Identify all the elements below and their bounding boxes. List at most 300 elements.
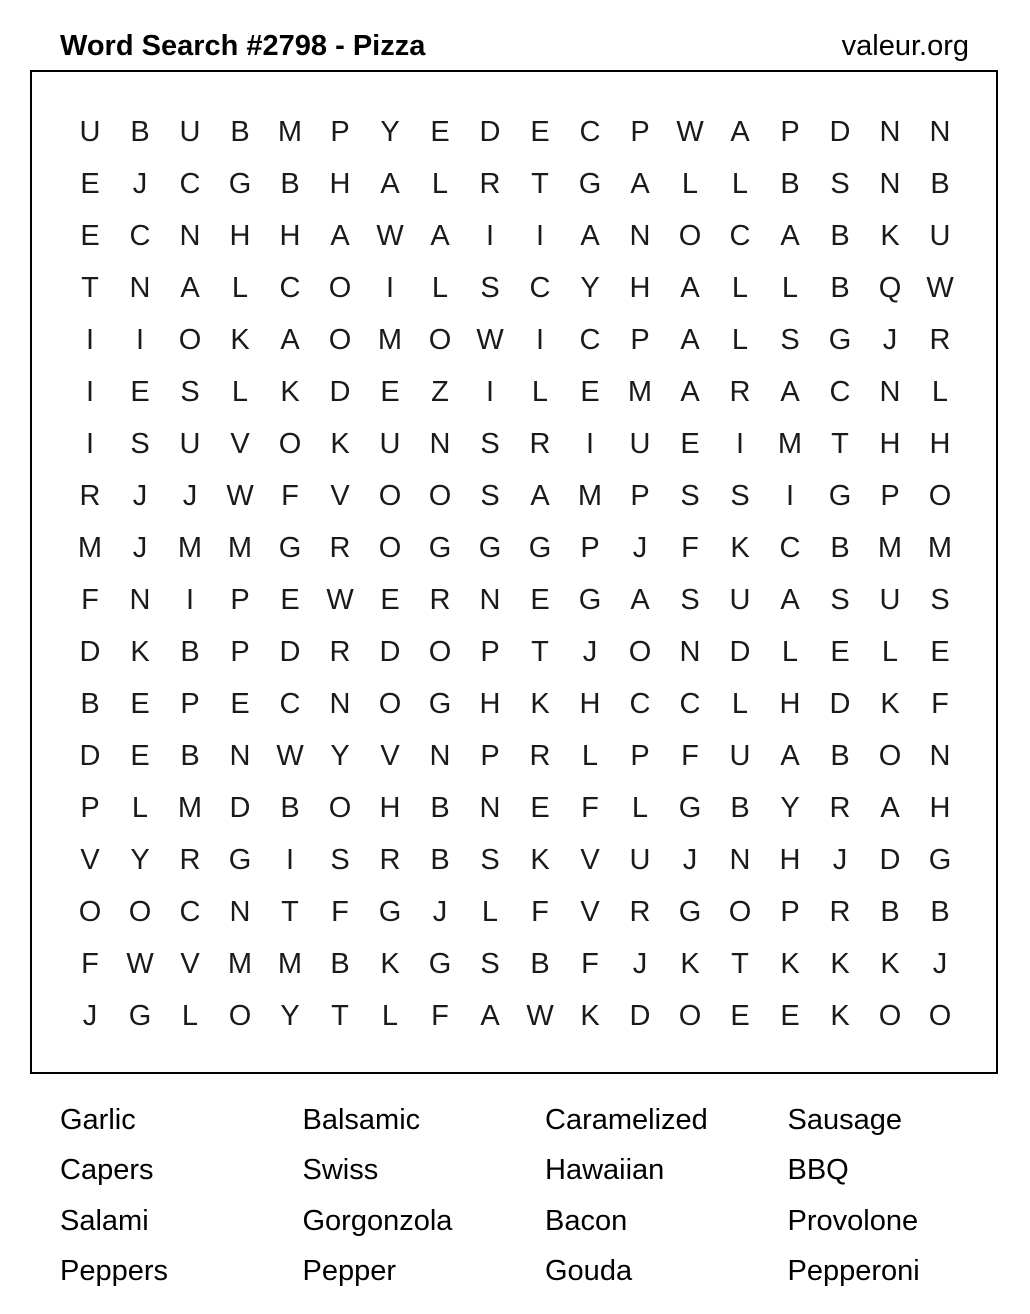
grid-letter: N xyxy=(879,376,901,408)
grid-letter: N xyxy=(629,220,651,252)
grid-letter: C xyxy=(279,272,301,304)
grid-letter: L xyxy=(731,324,749,356)
grid-letter: J xyxy=(182,480,198,512)
grid-letter: V xyxy=(580,844,600,876)
grid-letter: E xyxy=(230,688,250,720)
grid-letter: M xyxy=(577,480,603,512)
grid-letter: N xyxy=(879,116,901,148)
grid-letter: N xyxy=(429,740,451,772)
grid-letter: B xyxy=(230,116,250,148)
grid-letter: E xyxy=(430,116,450,148)
grid-letter: H xyxy=(379,792,401,824)
grid-letter: R xyxy=(429,584,451,616)
word-list-item: Gorgonzola xyxy=(302,1204,453,1237)
grid-letter: N xyxy=(229,740,251,772)
grid-letter: D xyxy=(829,116,851,148)
grid-letter: Y xyxy=(130,844,150,876)
grid-letter: L xyxy=(731,168,749,200)
grid-letter: G xyxy=(278,532,302,564)
grid-letter: S xyxy=(830,584,850,616)
grid-letter: O xyxy=(678,220,702,252)
grid-letter: O xyxy=(328,324,352,356)
grid-letter: A xyxy=(680,376,700,408)
grid-letter: N xyxy=(729,844,751,876)
word-list-item: Provolone xyxy=(787,1204,919,1237)
grid-letter: G xyxy=(378,896,402,928)
grid-letter: S xyxy=(480,948,500,980)
grid-letter: L xyxy=(381,1000,399,1032)
grid-letter: R xyxy=(729,376,751,408)
grid-letter: G xyxy=(578,168,602,200)
grid-letter: J xyxy=(132,480,148,512)
grid-letter: A xyxy=(630,168,650,200)
grid-letter: F xyxy=(581,948,599,980)
grid-letter: M xyxy=(177,792,203,824)
grid-letter: M xyxy=(277,948,303,980)
grid-letter: K xyxy=(530,844,550,876)
grid-letter: O xyxy=(728,896,752,928)
grid-letter: H xyxy=(779,844,801,876)
word-list-item: Caramelized xyxy=(545,1104,708,1136)
grid-letter: N xyxy=(479,584,501,616)
grid-letter: U xyxy=(379,428,401,460)
grid-letter: O xyxy=(378,688,402,720)
grid-letter: G xyxy=(428,948,452,980)
grid-letter: S xyxy=(180,376,200,408)
grid-letter: K xyxy=(680,948,700,980)
grid-letter: A xyxy=(330,220,350,252)
grid-letter: N xyxy=(229,896,251,928)
grid-letter: V xyxy=(330,480,350,512)
grid-letter: W xyxy=(476,324,504,356)
grid-letter: K xyxy=(830,948,850,980)
grid-letter: D xyxy=(879,844,901,876)
grid-letter: L xyxy=(181,1000,199,1032)
grid-letter: I xyxy=(585,428,595,460)
word-list-item: BBQ xyxy=(787,1154,849,1187)
word-list-item: Swiss xyxy=(302,1154,379,1187)
grid-letter: W xyxy=(376,220,404,252)
grid-letter: G xyxy=(678,896,702,928)
grid-letter: J xyxy=(432,896,448,928)
grid-letter: J xyxy=(632,948,648,980)
grid-letter: R xyxy=(529,428,551,460)
grid-letter: U xyxy=(729,584,751,616)
grid-letter: O xyxy=(328,272,352,304)
grid-letter: A xyxy=(280,324,300,356)
grid-letter: L xyxy=(431,168,449,200)
grid-letter: J xyxy=(132,168,148,200)
grid-letter: J xyxy=(882,324,898,356)
grid-letter: F xyxy=(681,532,699,564)
grid-letter: B xyxy=(730,792,750,824)
grid-letter: S xyxy=(330,844,350,876)
grid-letter: Y xyxy=(580,272,600,304)
grid-letter: I xyxy=(385,272,395,304)
grid-letter: O xyxy=(328,792,352,824)
grid-letter: O xyxy=(428,636,452,668)
word-list-item: Salami xyxy=(60,1204,149,1237)
grid-letter: F xyxy=(281,480,299,512)
grid-letter: E xyxy=(380,584,400,616)
grid-letter: A xyxy=(680,324,700,356)
grid-letter: M xyxy=(627,376,653,408)
grid-letter: G xyxy=(528,532,552,564)
grid-letter: G xyxy=(828,480,852,512)
grid-letter: O xyxy=(678,1000,702,1032)
grid-letter: P xyxy=(630,324,650,356)
grid-letter: P xyxy=(80,792,100,824)
grid-letter: O xyxy=(228,1000,252,1032)
grid-letter: R xyxy=(79,480,101,512)
grid-letter: I xyxy=(785,480,795,512)
grid-letter: M xyxy=(877,532,903,564)
grid-letter: K xyxy=(230,324,250,356)
grid-letter: W xyxy=(126,948,154,980)
grid-letter: B xyxy=(180,636,200,668)
grid-letter: G xyxy=(678,792,702,824)
grid-letter: E xyxy=(730,1000,750,1032)
grid-letter: N xyxy=(179,220,201,252)
grid-letter: C xyxy=(579,116,601,148)
grid-letter: D xyxy=(79,636,101,668)
grid-letter: O xyxy=(878,740,902,772)
grid-letter: J xyxy=(632,532,648,564)
grid-letter: W xyxy=(676,116,704,148)
grid-letter: E xyxy=(830,636,850,668)
grid-letter: O xyxy=(928,480,952,512)
grid-letter: K xyxy=(530,688,550,720)
grid-letter: G xyxy=(828,324,852,356)
grid-letter: N xyxy=(929,116,951,148)
grid-letter: U xyxy=(729,740,751,772)
grid-letter: L xyxy=(231,376,249,408)
grid-letter: F xyxy=(81,584,99,616)
grid-letter: H xyxy=(579,688,601,720)
grid-letter: W xyxy=(326,584,354,616)
grid-letter: C xyxy=(179,896,201,928)
grid-letter: S xyxy=(480,272,500,304)
grid-letter: T xyxy=(81,272,99,304)
grid-letter: N xyxy=(879,168,901,200)
grid-letter: H xyxy=(279,220,301,252)
grid-letter: U xyxy=(179,116,201,148)
grid-letter: W xyxy=(226,480,254,512)
grid-letter: G xyxy=(578,584,602,616)
grid-letter: K xyxy=(580,1000,600,1032)
grid-letter: N xyxy=(129,272,151,304)
grid-letter: P xyxy=(180,688,200,720)
grid-letter: K xyxy=(130,636,150,668)
grid-letter: I xyxy=(135,324,145,356)
grid-letter: C xyxy=(279,688,301,720)
word-list-item: Capers xyxy=(60,1154,154,1187)
grid-letter: F xyxy=(581,792,599,824)
word-list-item: Gouda xyxy=(545,1254,633,1287)
grid-letter: G xyxy=(128,1000,152,1032)
grid-letter: T xyxy=(731,948,749,980)
grid-letter: H xyxy=(229,220,251,252)
grid-letter: O xyxy=(428,480,452,512)
grid-letter: A xyxy=(480,1000,500,1032)
grid-letter: A xyxy=(530,480,550,512)
grid-letter: U xyxy=(879,584,901,616)
grid-letter: M xyxy=(227,532,253,564)
grid-letter: H xyxy=(779,688,801,720)
grid-letter: L xyxy=(781,272,799,304)
grid-letter: F xyxy=(931,688,949,720)
grid-letter: A xyxy=(680,272,700,304)
grid-letter: F xyxy=(431,1000,449,1032)
word-list-item: Garlic xyxy=(60,1104,136,1136)
grid-letter: A xyxy=(780,220,800,252)
grid-letter: L xyxy=(581,740,599,772)
grid-letter: D xyxy=(629,1000,651,1032)
grid-letter: O xyxy=(128,896,152,928)
grid-letter: G xyxy=(228,844,252,876)
grid-letter: C xyxy=(579,324,601,356)
site-name: valeur.org xyxy=(841,30,969,62)
grid-letter: J xyxy=(682,844,698,876)
grid-letter: U xyxy=(629,844,651,876)
grid-letter: U xyxy=(929,220,951,252)
grid-letter: R xyxy=(179,844,201,876)
grid-letter: U xyxy=(179,428,201,460)
grid-letter: A xyxy=(880,792,900,824)
grid-letter: V xyxy=(80,844,100,876)
grid-letter: O xyxy=(878,1000,902,1032)
grid-letter: B xyxy=(430,844,450,876)
grid-letter: S xyxy=(480,428,500,460)
grid-letter: W xyxy=(926,272,954,304)
page-title: Word Search #2798 - Pizza xyxy=(60,30,426,62)
grid-letter: I xyxy=(485,220,495,252)
grid-letter: D xyxy=(379,636,401,668)
grid-letter: H xyxy=(879,428,901,460)
grid-letter: B xyxy=(830,272,850,304)
grid-letter: K xyxy=(880,220,900,252)
grid-letter: P xyxy=(630,116,650,148)
grid-letter: B xyxy=(930,168,950,200)
grid-letter: P xyxy=(880,480,900,512)
grid-letter: Y xyxy=(780,792,800,824)
grid-letter: N xyxy=(329,688,351,720)
grid-letter: T xyxy=(831,428,849,460)
grid-letter: W xyxy=(276,740,304,772)
grid-letter: B xyxy=(830,532,850,564)
grid-letter: P xyxy=(780,116,800,148)
grid-letter: E xyxy=(530,792,550,824)
grid-letter: R xyxy=(329,532,351,564)
grid-letter: O xyxy=(278,428,302,460)
grid-letter: D xyxy=(279,636,301,668)
grid-letter: K xyxy=(330,428,350,460)
grid-letter: P xyxy=(480,636,500,668)
grid-letter: O xyxy=(78,896,102,928)
grid-letter: S xyxy=(480,844,500,876)
grid-letter: K xyxy=(280,376,300,408)
grid-letter: S xyxy=(680,480,700,512)
grid-letter: A xyxy=(430,220,450,252)
grid-letter: C xyxy=(179,168,201,200)
grid-letter: M xyxy=(177,532,203,564)
grid-letter: N xyxy=(479,792,501,824)
grid-letter: S xyxy=(680,584,700,616)
grid-letter: L xyxy=(131,792,149,824)
grid-letter: E xyxy=(80,220,100,252)
grid-letter: F xyxy=(331,896,349,928)
grid-letter: R xyxy=(829,792,851,824)
word-list xyxy=(60,1098,1030,1299)
grid-letter: E xyxy=(580,376,600,408)
grid-letter: O xyxy=(378,480,402,512)
grid-letter: N xyxy=(129,584,151,616)
grid-letter: E xyxy=(130,376,150,408)
grid-letter: I xyxy=(535,220,545,252)
grid-letter: B xyxy=(130,116,150,148)
grid-letter: N xyxy=(429,428,451,460)
grid-letter: S xyxy=(930,584,950,616)
grid-letter: Q xyxy=(878,272,902,304)
word-list-item: Peppers xyxy=(60,1254,169,1287)
grid-letter: V xyxy=(380,740,400,772)
grid-letter: J xyxy=(582,636,598,668)
grid-letter: B xyxy=(280,792,300,824)
grid-letter: I xyxy=(85,376,95,408)
grid-letter: S xyxy=(130,428,150,460)
grid-letter: P xyxy=(630,740,650,772)
grid-letter: I xyxy=(535,324,545,356)
grid-letter: U xyxy=(79,116,101,148)
grid-letter: L xyxy=(881,636,899,668)
word-list-item: Bacon xyxy=(545,1204,628,1237)
grid-letter: T xyxy=(331,1000,349,1032)
grid-letter: C xyxy=(529,272,551,304)
grid-letter: K xyxy=(830,1000,850,1032)
grid-letter: K xyxy=(880,688,900,720)
grid-letter: E xyxy=(780,1000,800,1032)
grid-letter: C xyxy=(629,688,651,720)
puzzle-box xyxy=(30,70,998,1074)
grid-letter: B xyxy=(830,740,850,772)
grid-letter: J xyxy=(832,844,848,876)
grid-letter: R xyxy=(629,896,651,928)
grid-letter: B xyxy=(80,688,100,720)
grid-letter: A xyxy=(780,740,800,772)
grid-letter: O xyxy=(178,324,202,356)
grid-letter: M xyxy=(777,428,803,460)
grid-letter: R xyxy=(929,324,951,356)
grid-letter: H xyxy=(929,792,951,824)
grid-letter: P xyxy=(480,740,500,772)
grid-letter: D xyxy=(329,376,351,408)
letter-grid xyxy=(65,106,965,1042)
word-list-item: Sausage xyxy=(787,1104,902,1136)
grid-letter: S xyxy=(730,480,750,512)
grid-letter: G xyxy=(428,688,452,720)
word-list-item: Pepperoni xyxy=(787,1254,920,1287)
grid-letter: A xyxy=(780,376,800,408)
grid-letter: H xyxy=(929,428,951,460)
grid-letter: E xyxy=(380,376,400,408)
grid-letter: L xyxy=(531,376,549,408)
grid-letter: K xyxy=(730,532,750,564)
grid-letter: L xyxy=(231,272,249,304)
grid-letter: P xyxy=(780,896,800,928)
grid-letter: Z xyxy=(431,376,449,408)
grid-letter: H xyxy=(329,168,351,200)
grid-letter: I xyxy=(185,584,195,616)
grid-letter: L xyxy=(781,636,799,668)
grid-letter: L xyxy=(481,896,499,928)
grid-letter: U xyxy=(629,428,651,460)
grid-letter: E xyxy=(530,116,550,148)
grid-letter: P xyxy=(330,116,350,148)
grid-letter: E xyxy=(130,688,150,720)
grid-letter: B xyxy=(280,168,300,200)
grid-letter: E xyxy=(280,584,300,616)
grid-letter: O xyxy=(428,324,452,356)
grid-letter: H xyxy=(629,272,651,304)
grid-letter: K xyxy=(780,948,800,980)
grid-letter: A xyxy=(380,168,400,200)
grid-letter: O xyxy=(628,636,652,668)
grid-letter: J xyxy=(132,532,148,564)
grid-letter: Y xyxy=(330,740,350,772)
grid-letter: H xyxy=(479,688,501,720)
grid-letter: B xyxy=(880,896,900,928)
grid-letter: E xyxy=(930,636,950,668)
grid-letter: T xyxy=(531,168,549,200)
word-list-item: Balsamic xyxy=(302,1104,421,1136)
grid-letter: T xyxy=(531,636,549,668)
grid-letter: B xyxy=(430,792,450,824)
grid-letter: A xyxy=(730,116,750,148)
grid-letter: N xyxy=(929,740,951,772)
grid-letter: R xyxy=(329,636,351,668)
grid-letter: Y xyxy=(280,1000,300,1032)
grid-letter: V xyxy=(230,428,250,460)
grid-letter: L xyxy=(731,272,749,304)
grid-letter: M xyxy=(377,324,403,356)
grid-letter: D xyxy=(729,636,751,668)
grid-letter: B xyxy=(780,168,800,200)
grid-letter: M xyxy=(927,532,953,564)
grid-letter: W xyxy=(526,1000,554,1032)
grid-letter: V xyxy=(180,948,200,980)
grid-letter: S xyxy=(780,324,800,356)
grid-letter: K xyxy=(380,948,400,980)
grid-letter: C xyxy=(829,376,851,408)
grid-letter: M xyxy=(277,116,303,148)
grid-letter: I xyxy=(285,844,295,876)
grid-letter: E xyxy=(130,740,150,772)
grid-letter: R xyxy=(379,844,401,876)
grid-letter: S xyxy=(480,480,500,512)
grid-letter: L xyxy=(631,792,649,824)
grid-letter: B xyxy=(530,948,550,980)
grid-letter: N xyxy=(679,636,701,668)
grid-letter: P xyxy=(630,480,650,512)
grid-letter: L xyxy=(681,168,699,200)
grid-letter: A xyxy=(780,584,800,616)
grid-letter: E xyxy=(80,168,100,200)
grid-letter: L xyxy=(731,688,749,720)
word-list-item: Hawaiian xyxy=(545,1154,665,1187)
grid-letter: I xyxy=(85,324,95,356)
grid-letter: T xyxy=(281,896,299,928)
grid-letter: D xyxy=(79,740,101,772)
